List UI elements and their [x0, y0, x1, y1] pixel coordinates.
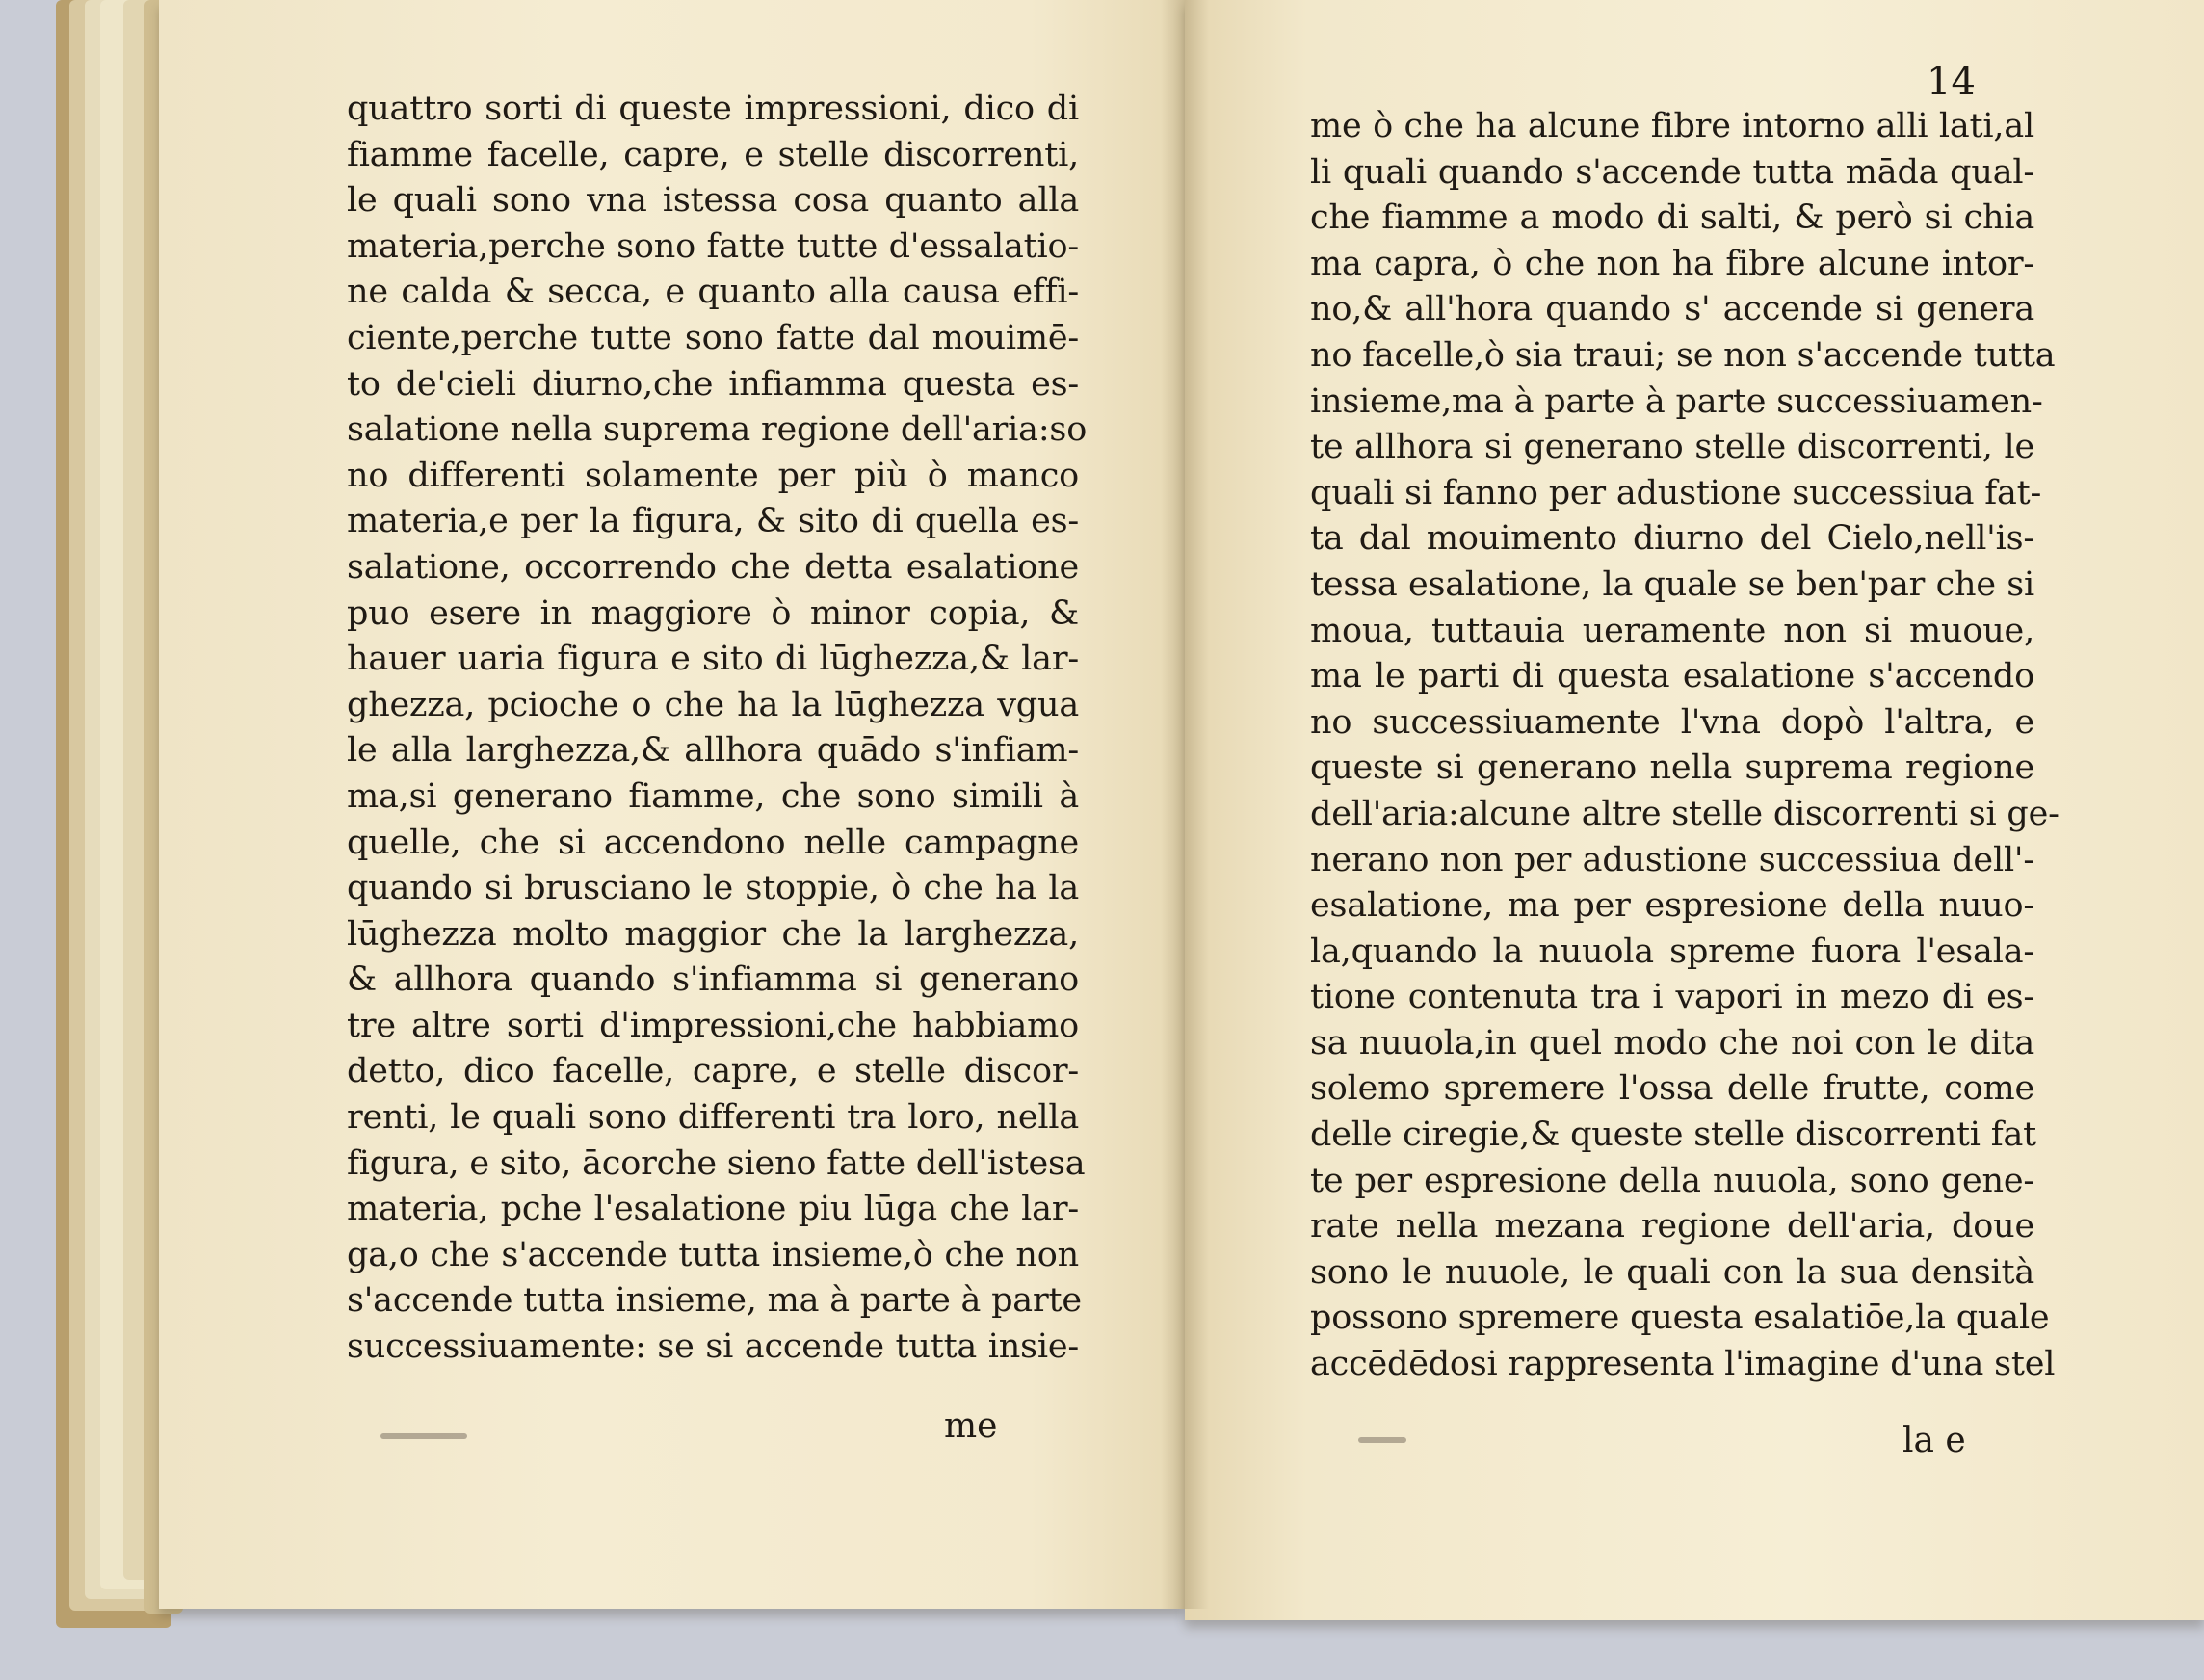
- text-line: esalatione, ma per espresione della nuuo-: [1310, 886, 2034, 926]
- text-line: moua, tuttauia ueramente non si muoue,: [1310, 611, 2034, 650]
- text-line: salatione, occorrendo che detta esalatione: [347, 547, 1079, 587]
- ink-smudge: [380, 1433, 467, 1439]
- text-line: ga,o che s'accende tutta insieme,ò che non: [347, 1235, 1079, 1274]
- text-line: renti, le quali sono differenti tra loro, nella: [347, 1098, 1079, 1138]
- text-line: le alla larghezza,& allhora quādo s'infiam-: [347, 731, 1079, 771]
- text-line: li quali quando s'accende tutta māda qual-: [1310, 152, 2034, 192]
- text-line: tre altre sorti d'impressioni,che habbiamo: [347, 1006, 1079, 1045]
- text-line: materia, pche l'esalatione piu lūga che lar-: [347, 1190, 1079, 1229]
- text-line: lūghezza molto maggior che la larghezza,: [347, 914, 1079, 954]
- text-line: possono spremere questa esalatiōe,la quale: [1310, 1299, 2050, 1338]
- text-line: rate nella mezana regione dell'aria, doue: [1310, 1207, 2034, 1247]
- text-line: ghezza, pcioche o che ha la lūghezza vgua: [347, 685, 1079, 724]
- text-line: accēdēdosi rappresenta l'imagine d'una stel: [1310, 1345, 2056, 1384]
- text-line: ne calda & secca, e quanto alla causa effi-: [347, 273, 1079, 312]
- text-line: hauer uaria figura e sito di lūghezza,& lar-: [347, 640, 1079, 679]
- text-line: quando si brusciano le stoppie, ò che ha la: [347, 869, 1079, 908]
- text-line: nerano non per adustione successiua dell'-: [1310, 840, 2034, 879]
- text-line: quelle, che si accendono nelle campagne: [347, 823, 1079, 862]
- text-line: ma,si generano fiamme, che sono simili à: [347, 776, 1079, 816]
- text-line: puo esere in maggiore ò minor copia, &: [347, 593, 1079, 633]
- text-line: materia,perche sono fatte tutte d'essalatio-: [347, 226, 1079, 266]
- text-line: salatione nella suprema regione dell'aria:so: [347, 410, 1088, 450]
- text-line: le quali sono vna istessa cosa quanto alla: [347, 181, 1079, 221]
- text-line: successiuamente: se si accende tutta insie-: [347, 1327, 1079, 1367]
- ink-smudge: [1358, 1437, 1406, 1443]
- text-line: tessa esalatione, la quale se ben'par che si: [1310, 564, 2034, 604]
- text-line: tione contenuta tra i vapori in mezo di es-: [1310, 978, 2034, 1017]
- text-line: che fiamme a modo di salti, & però si chia: [1310, 198, 2034, 238]
- text-line: materia,e per la figura, & sito di quella es-: [347, 502, 1079, 541]
- text-line: ciente,perche tutte sono fatte dal mouimē-: [347, 318, 1079, 357]
- text-line: s'accende tutta insieme, ma à parte à parte: [347, 1281, 1082, 1321]
- text-line: no successiuamente l'vna dopò l'altra, e: [1310, 702, 2034, 742]
- text-line: solemo spremere l'ossa delle frutte, come: [1310, 1069, 2034, 1109]
- text-line: la,quando la nuuola spreme fuora l'esala-: [1310, 932, 2034, 971]
- right-page-text: [1310, 104, 2060, 1388]
- text-line: queste si generano nella suprema regione: [1310, 748, 2034, 788]
- text-line: figura, e sito, ācorche sieno fatte dell'istesa: [347, 1143, 1086, 1183]
- text-line: to de'cieli diurno,che infiamma questa es-: [347, 364, 1079, 404]
- text-line: ta dal mouimento diurno del Cielo,nell'is-: [1310, 519, 2034, 559]
- text-line: te allhora si generano stelle discorrenti, le: [1310, 428, 2034, 467]
- text-line: fiamme facelle, capre, e stelle discorrenti,: [347, 135, 1079, 174]
- text-line: detto, dico facelle, capre, e stelle discor-: [347, 1052, 1079, 1091]
- text-line: sa nuuola,in quel modo che noi con le dita: [1310, 1023, 2034, 1063]
- text-line: delle ciregie,& queste stelle discorrenti fat: [1310, 1116, 2037, 1155]
- text-line: me ò che ha alcune fibre intorno alli lati,al: [1310, 107, 2034, 145]
- text-line: no facelle,ò sia traui; se non s'accende tutta: [1310, 335, 2056, 375]
- right-catchword: la e: [1902, 1421, 1966, 1460]
- text-line: & allhora quando s'infiamma si generano: [347, 960, 1079, 1000]
- text-line: sono le nuuole, le quali con la sua densità: [1310, 1252, 2034, 1292]
- text-line: quali si fanno per adustione successiua fat-: [1310, 473, 2042, 512]
- text-line: quattro sorti di queste impressioni, dico di: [347, 90, 1079, 128]
- text-line: no differenti solamente per più ò manco: [347, 456, 1079, 495]
- book-gutter: [1161, 0, 1209, 1609]
- text-line: ma capra, ò che non ha fibre alcune intor-: [1310, 244, 2034, 283]
- text-line: no,& all'hora quando s' accende si genera: [1310, 290, 2034, 329]
- text-line: insieme,ma à parte à parte successiuamen-: [1310, 381, 2043, 421]
- text-line: ma le parti di questa esalatione s'accendo: [1310, 657, 2034, 696]
- left-page-text: [347, 87, 1088, 1371]
- text-line: dell'aria:alcune altre stelle discorrenti si ge-: [1310, 794, 2060, 833]
- text-line: te per espresione della nuuola, sono gene-: [1310, 1161, 2034, 1200]
- left-catchword: me: [944, 1406, 998, 1446]
- page-number: 14: [1927, 60, 1976, 104]
